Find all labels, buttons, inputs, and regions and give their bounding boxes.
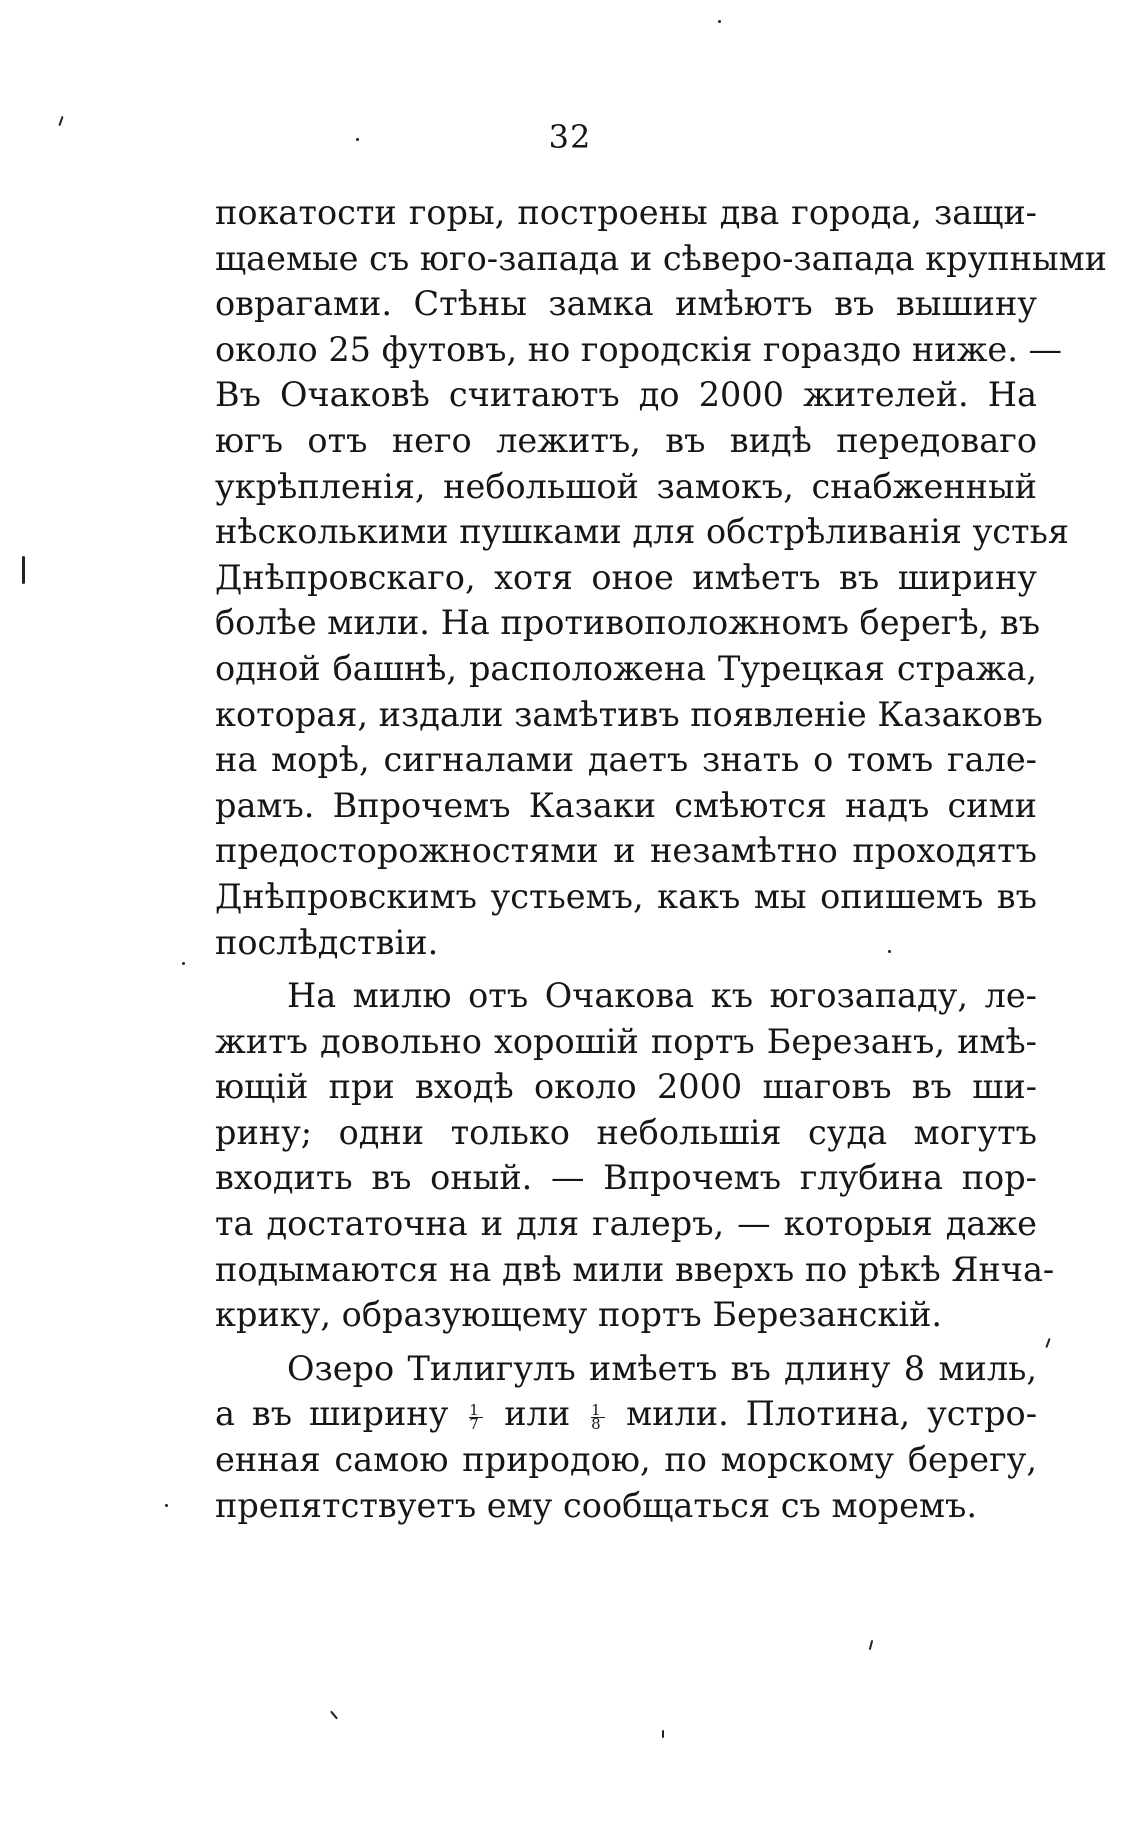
fraction-numerator: 1	[469, 1404, 483, 1418]
text-segment: мили. Плотина, устро-	[626, 1394, 1038, 1434]
paragraph-3	[215, 1346, 1037, 1528]
fraction-denominator: 7	[469, 1415, 479, 1434]
text-line: укрѣпленія, небольшой замокъ, снабженный	[215, 466, 1037, 506]
scan-speck	[22, 556, 25, 584]
text-line: предосторожностями и незамѣтно проходятъ	[215, 831, 1037, 871]
fraction-numerator: 1	[591, 1404, 605, 1418]
text-line: ющій при входѣ около 2000 шаговъ въ ши-	[215, 1067, 1037, 1107]
text-line: енная самою природою, по морскому берегу,	[215, 1440, 1037, 1480]
text-line: препятствуетъ ему сообщаться съ моремъ.	[215, 1485, 977, 1525]
scan-speck	[182, 962, 185, 965]
text-line: которая, издали замѣтивъ появленіе Казаковъ	[215, 694, 1043, 734]
text-line: нѣсколькими пушками для обстрѣливанія устья	[215, 512, 1069, 552]
scan-speck	[330, 1711, 338, 1720]
text-line: Въ Очаковѣ считаютъ до 2000 жителей. На	[215, 375, 1037, 415]
text-line: болѣе мили. На противоположномъ берегѣ, въ	[215, 603, 1041, 643]
text-line: одной башнѣ, расположена Турецкая стража,	[215, 648, 1037, 688]
scan-speck	[165, 1504, 168, 1507]
text-line: рамъ. Впрочемъ Казаки смѣются надъ сими	[215, 785, 1037, 825]
fraction-one-seventh	[469, 1401, 483, 1434]
text-line: житъ довольно хорошій портъ Березанъ, имѣ-	[215, 1021, 1037, 1061]
scan-speck	[662, 1730, 664, 1738]
text-line: оврагами. Стѣны замка имѣютъ въ вышину	[215, 284, 1037, 324]
text-line: около 25 футовъ, но городскія гораздо ниже. —	[215, 329, 1063, 369]
text-line: послѣдствіи.	[215, 922, 439, 962]
text-segment: или	[504, 1394, 571, 1434]
page-number: 32	[548, 118, 592, 156]
text-line: та достаточна и для галеръ, — которыя даже	[215, 1204, 1037, 1244]
text-line: югъ отъ него лежитъ, въ видѣ передоваго	[215, 420, 1037, 460]
scan-speck	[888, 950, 891, 953]
text-line: подымаются на двѣ мили вверхъ по рѣкѣ Янча-	[215, 1249, 1055, 1289]
fraction-denominator: 8	[591, 1415, 601, 1434]
text-line: Днѣпровскимъ устьемъ, какъ мы опишемъ въ	[215, 876, 1037, 916]
text-segment: а въ ширину	[215, 1394, 449, 1434]
text-line: крику, образующему портъ Березанскій.	[215, 1295, 943, 1335]
text-line: покатости горы, построены два города, защи-	[215, 193, 1037, 232]
fraction-one-eighth	[591, 1401, 605, 1434]
scan-speck	[1045, 1338, 1050, 1348]
text-line: Озеро Тилигулъ имѣетъ въ длину 8 миль,	[287, 1348, 1037, 1388]
text-line: рину; одни только небольшія суда могутъ	[215, 1112, 1037, 1152]
scan-speck	[869, 1640, 874, 1650]
paragraph-1	[215, 190, 1108, 965]
text-line: на морѣ, сигналами даетъ знать о томъ гале-	[215, 740, 1037, 780]
text-line: щаемые съ юго-запада и сѣверо-запада крупными	[215, 238, 1108, 278]
page-text	[215, 190, 1108, 1528]
scan-speck	[356, 138, 359, 141]
text-line: Днѣпровскаго, хотя оное имѣетъ въ ширину	[215, 557, 1037, 597]
paragraph-2	[215, 973, 1055, 1338]
text-line: На милю отъ Очакова къ югозападу, ле-	[287, 976, 1037, 1016]
scan-speck	[718, 20, 721, 23]
text-line-with-fractions	[215, 1391, 1037, 1437]
text-line: входить въ оный. — Впрочемъ глубина пор-	[215, 1158, 1037, 1198]
